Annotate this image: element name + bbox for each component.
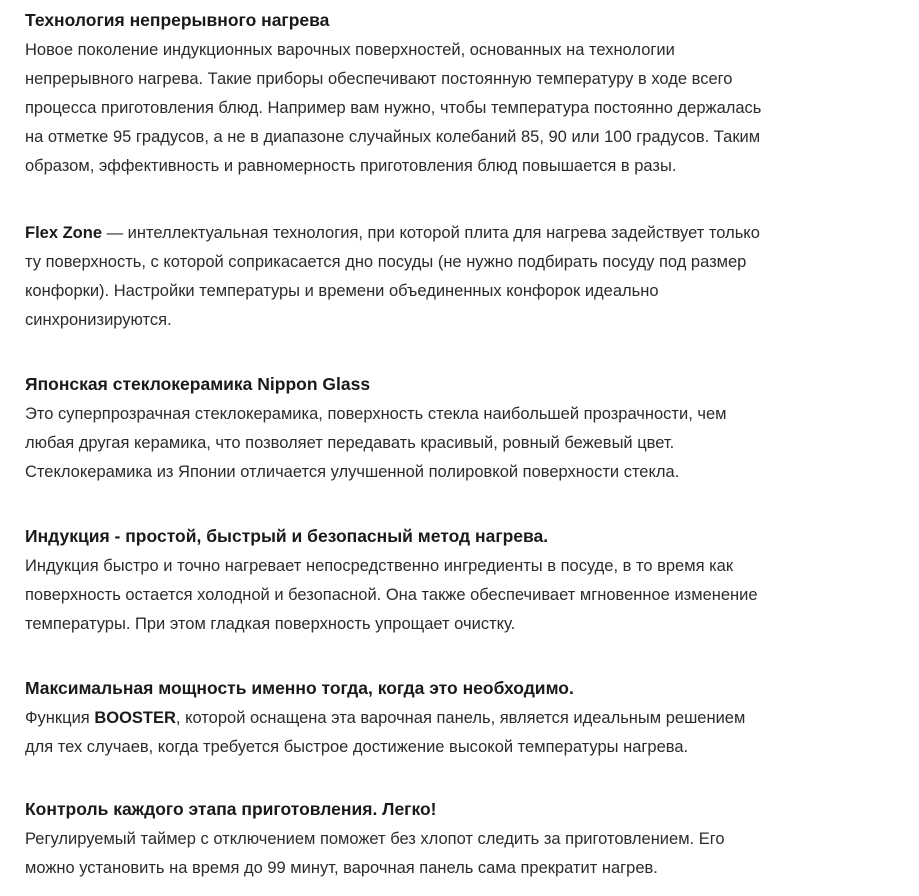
- section-heading-nippon-glass: Японская стеклокерамика Nippon Glass: [25, 374, 371, 394]
- text-line: можно установить на время до 99 минут, варочная панель сама прекратит нагрев.: [25, 859, 658, 877]
- text-line: температуры. При этом гладкая поверхность упрощает очистку.: [25, 615, 516, 633]
- text-line: непрерывного нагрева. Такие приборы обеспечивают постоянную температуру в ходе всего: [25, 70, 733, 88]
- text-line: Стеклокерамика из Японии отличается улучшенной полировкой поверхности стекла.: [25, 463, 680, 481]
- text-line: поверхность остается холодной и безопасной. Она также обеспечивает мгновенное изменение: [25, 586, 758, 604]
- text-line: Новое поколение индукционных варочных поверхностей, основанных на технологии: [25, 41, 675, 59]
- text-line: Регулируемый таймер с отключением поможет без хлопот следить за приготовлением. Его: [25, 830, 725, 848]
- text-line: для тех случаев, когда требуется быстрое достижение высокой температуры нагрева.: [25, 738, 689, 756]
- text-line: ту поверхность, с которой соприкасается дно посуды (не нужно подбирать посуду под размер: [25, 253, 747, 271]
- text-line: [25, 219, 919, 248]
- section-heading-max-power: Максимальная мощность именно тогда, когда это необходимо.: [25, 678, 574, 698]
- text-line: Индукция быстро и точно нагревает непосредственно ингредиенты в посуде, в то время как: [25, 557, 734, 575]
- text-line: синхронизируются.: [25, 311, 172, 329]
- flex-zone-term: Flex Zone: [25, 224, 103, 242]
- section-text-induction: [25, 552, 919, 639]
- section-text-max-power: [25, 704, 919, 762]
- section-text-timer: [25, 825, 919, 883]
- section-heading-induction: Индукция - простой, быстрый и безопасный метод нагрева.: [25, 526, 549, 546]
- booster-term: BOOSTER: [94, 709, 176, 727]
- section-text-nippon-glass: [25, 400, 919, 487]
- text-line: процесса приготовления блюд. Например вам нужно, чтобы температура постоянно держалась: [25, 99, 762, 117]
- booster-prefix: Функция: [25, 709, 95, 727]
- text-line: [25, 704, 919, 733]
- text-line: Это суперпрозрачная стеклокерамика, поверхность стекла наибольшей прозрачности, чем: [25, 405, 727, 423]
- section-text-flex-zone: [25, 219, 919, 335]
- section-heading-timer: Контроль каждого этапа приготовления. Легко!: [25, 799, 437, 819]
- text-line: конфорки). Настройки температуры и времени объединенных конфорок идеально: [25, 282, 659, 300]
- section-text-continuous-heating: [25, 36, 919, 181]
- text-line: на отметке 95 градусов, а не в диапазоне случайных колебаний 85, 90 или 100 градусов. Таким: [25, 128, 761, 146]
- flex-zone-definition: — интеллектуальная технология, при которой плита для нагрева задействует только: [102, 224, 760, 242]
- section-heading-continuous-heating: Технология непрерывного нагрева: [25, 10, 330, 30]
- text-line: образом, эффективность и равномерность приготовления блюд повышается в разы.: [25, 157, 677, 175]
- booster-description: , которой оснащена эта варочная панель, является идеальным решением: [175, 709, 746, 727]
- text-line: любая другая керамика, что позволяет передавать красивый, ровный бежевый цвет.: [25, 434, 675, 452]
